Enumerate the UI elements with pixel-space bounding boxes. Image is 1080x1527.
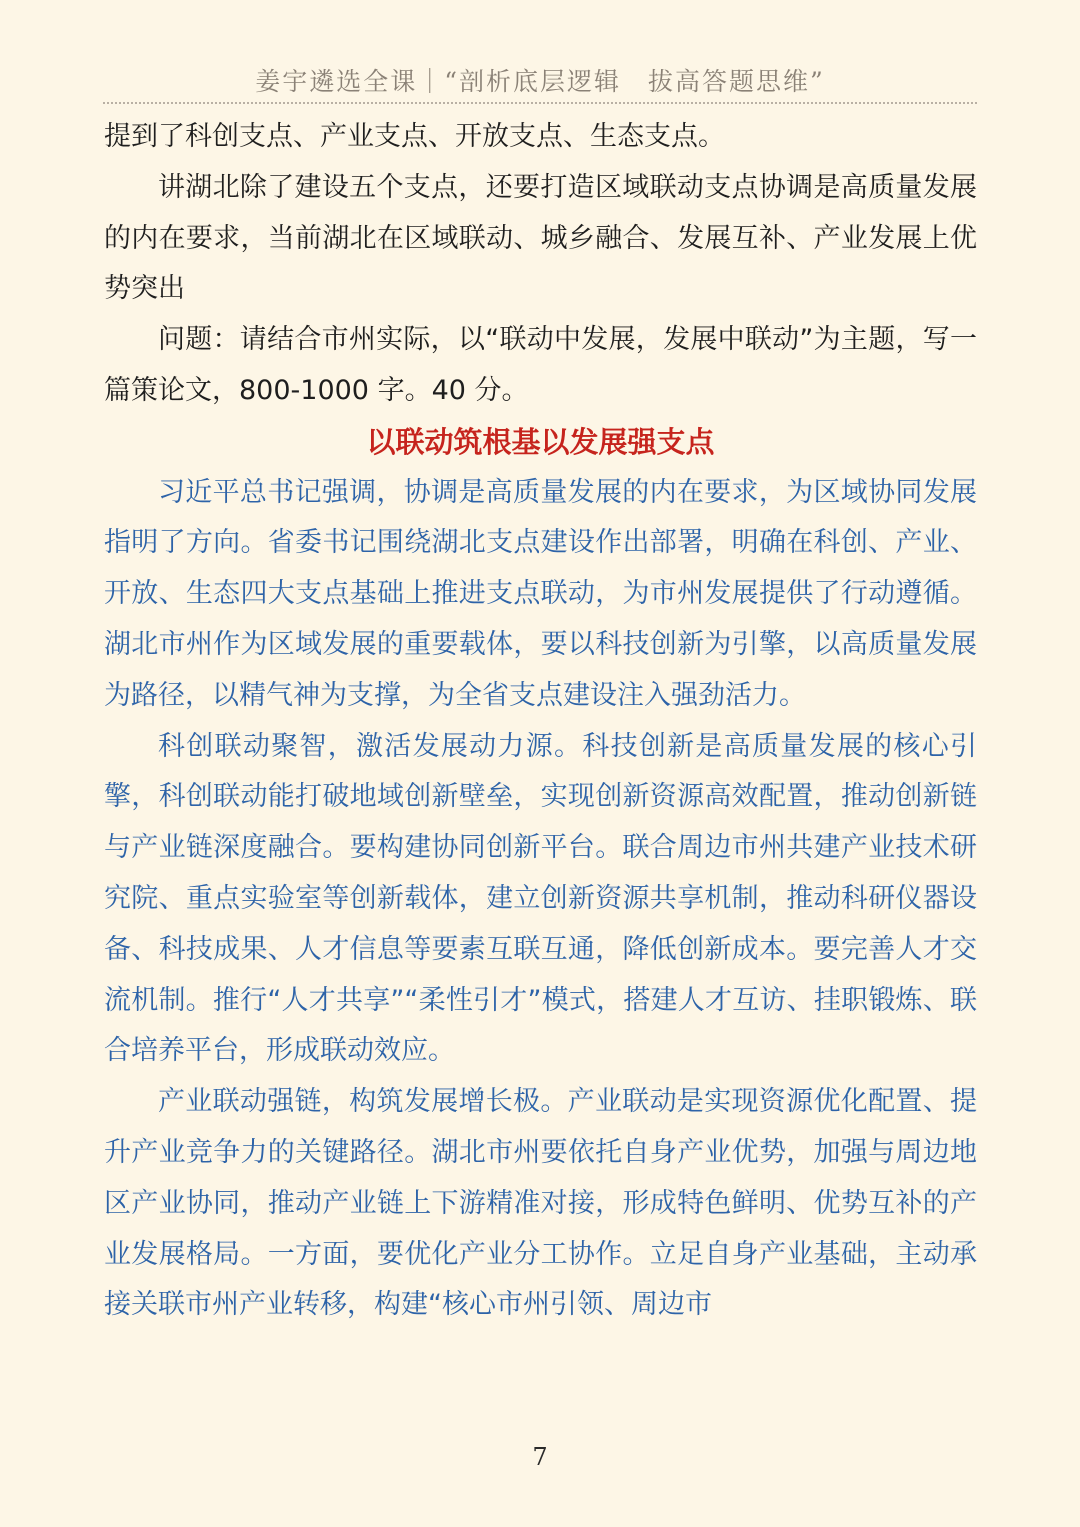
material-paragraph: 讲湖北除了建设五个支点，还要打造区域联动支点协调是高质量发展的内在要求，当前湖北在区域联动、城乡融合、发展互补、产业发展上优势突出 — [104, 171, 977, 305]
question-paragraph: 问题：请结合市州实际，以“联动中发展，发展中联动”为主题，写一篇策论文，800-1000 字。40 分。 — [104, 324, 977, 406]
running-header: 姜宇遴选全课｜“剖析底层逻辑 拔高答题思维” — [255, 67, 825, 96]
essay-title: 以联动筑根基以发展强支点 — [366, 424, 715, 459]
essay-paragraph: 产业联动强链，构筑发展增长极。产业联动是实现资源优化配置、提升产业竞争力的关键路径。湖北市州要依托自身产业优势，加强与周边地区产业协同，推动产业链上下游精准对接，形成特色鲜明、优势互补的产业发展格局。一方面，要优化产业分工协作。立足自身产业基础，主动承接关联市州产业转移，构建“核心市州引领、周边市 — [104, 1086, 977, 1321]
material-paragraph: 提到了科创支点、产业支点、开放支点、生态支点。 — [104, 121, 725, 152]
essay-paragraph: 科创联动聚智，激活发展动力源。科技创新是高质量发展的核心引擎，科创联动能打破地域创新壁垒，实现创新资源高效配置，推动创新链与产业链深度融合。要构建协同创新平台。联合周边市州共建产业技术研究院、重点实验室等创新载体，建立创新资源共享机制，推动科研仪器设备、科技成果、人才信息等要素互联互通，降低创新成本。要完善人才交流机制。推行“人才共享”“柔性引才”模式，搭建人才互访、挂职锻炼、联合培养平台，形成联动效应。 — [104, 730, 977, 1067]
header-divider — [103, 102, 977, 104]
essay-paragraph: 习近平总书记强调，协调是高质量发展的内在要求，为区域协同发展指明了方向。省委书记围绕湖北支点建设作出部署，明确在科创、产业、开放、生态四大支点基础上推进支点联动，为市州发展提供了行动遵循。湖北市州作为区域发展的重要载体，要以科技创新为引擎，以高质量发展为路径，以精气神为支撑，为全省支点建设注入强劲活力。 — [104, 476, 977, 711]
page-body — [104, 112, 977, 1331]
page-number: 7 — [532, 1443, 548, 1471]
